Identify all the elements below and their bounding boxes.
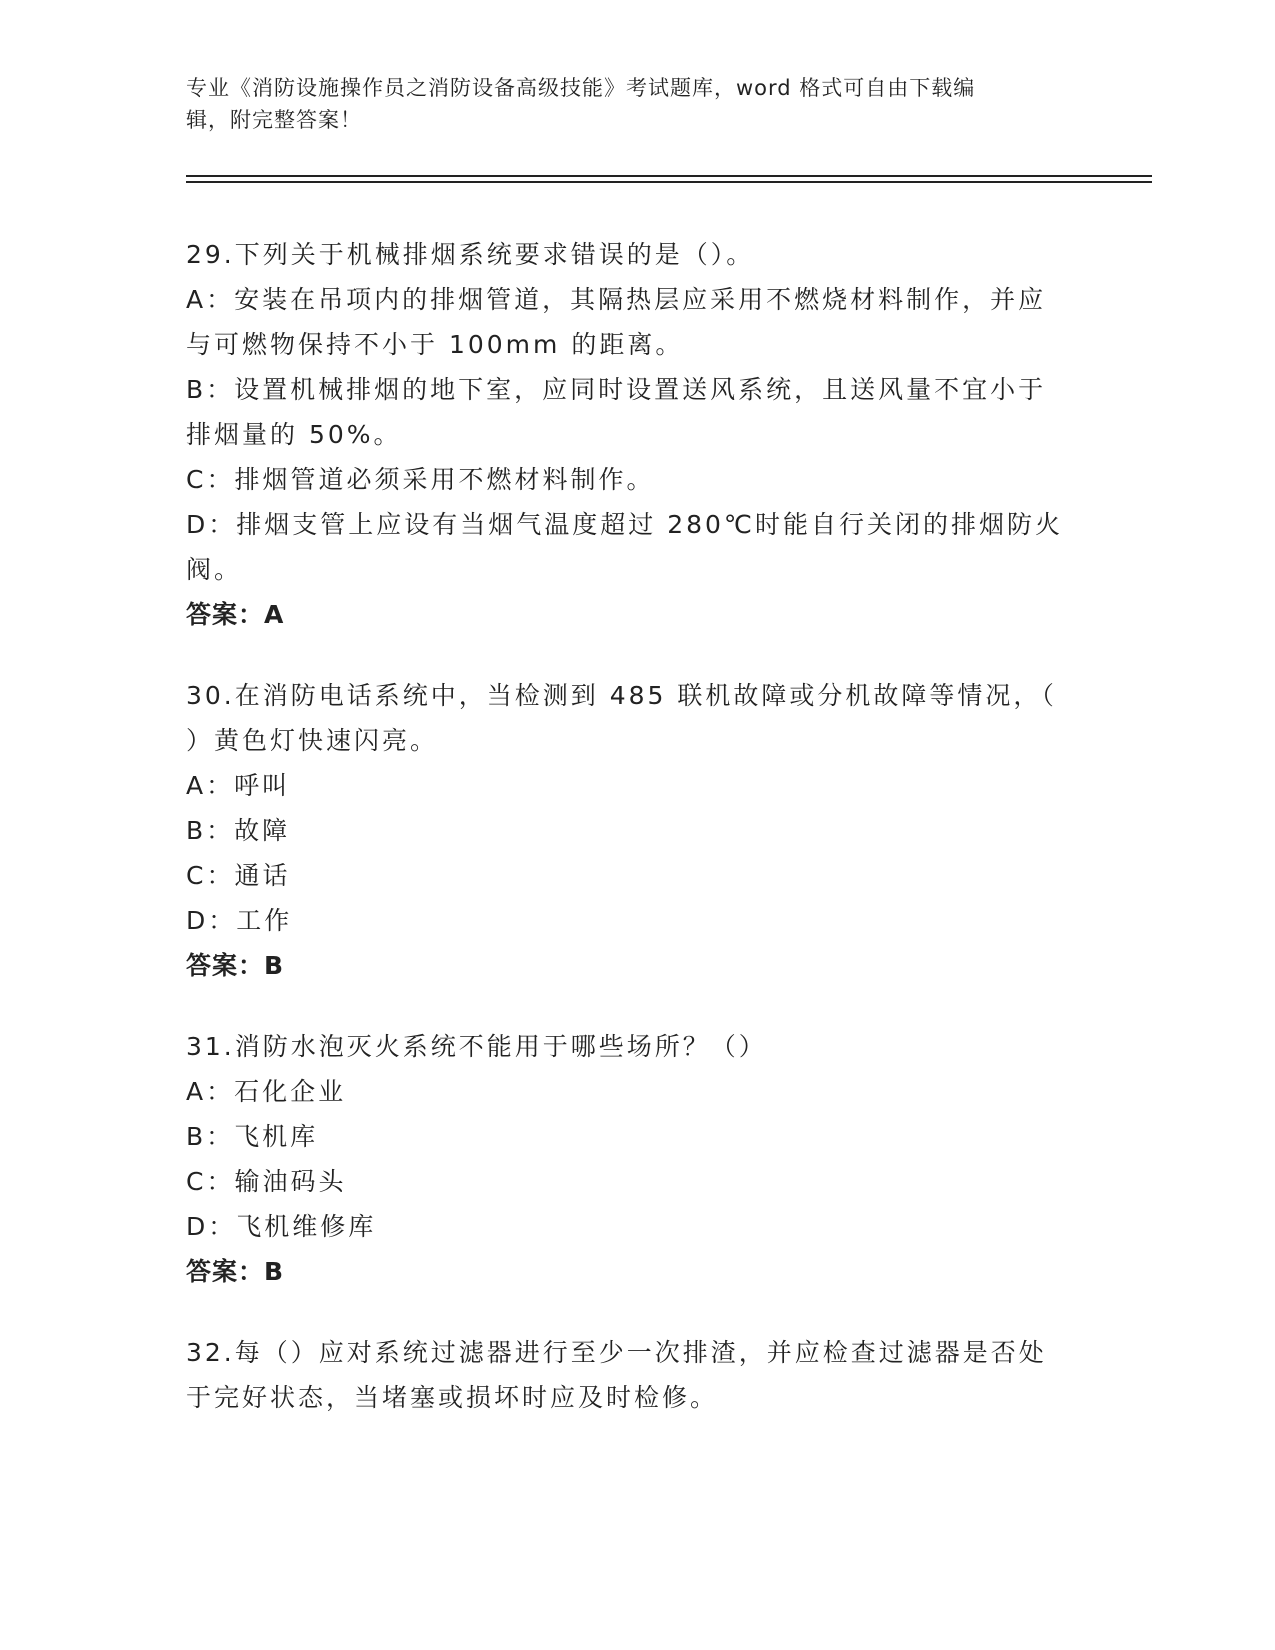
question-block <box>186 232 1086 637</box>
answer-option: D：排烟支管上应设有当烟气温度超过 280℃时能自行关闭的排烟防火 <box>186 510 1063 539</box>
question-block <box>186 1330 1086 1420</box>
question-stem: 30.在消防电话系统中，当检测到 485 联机故障或分机故障等情况，（ <box>186 681 1057 710</box>
answer-key: 答案：B <box>186 951 285 980</box>
answer-option: A：安装在吊项内的排烟管道，其隔热层应采用不燃烧材料制作，并应 <box>186 285 1047 314</box>
answer-key: 答案：B <box>186 1257 285 1286</box>
question-stem: ）黄色灯快速闪亮。 <box>186 726 439 755</box>
header-divider-top <box>186 175 1152 177</box>
question-list <box>186 232 1086 1456</box>
question-stem: 31.消防水泡灭火系统不能用于哪些场所？（） <box>186 1032 767 1061</box>
answer-option: B：设置机械排烟的地下室，应同时设置送风系统，且送风量不宜小于 <box>186 375 1047 404</box>
answer-option: 阀。 <box>186 555 243 584</box>
answer-option: A：石化企业 <box>186 1077 347 1106</box>
question-block <box>186 1024 1086 1294</box>
question-stem: 29.下列关于机械排烟系统要求错误的是（）。 <box>186 240 755 269</box>
question-stem: 于完好状态，当堵塞或损坏时应及时检修。 <box>186 1383 719 1412</box>
answer-option: 排烟量的 50%。 <box>186 420 402 449</box>
answer-option: D：工作 <box>186 906 293 935</box>
document-header <box>186 72 1066 136</box>
answer-option: C：通话 <box>186 861 291 890</box>
header-line-1: 专业《消防设施操作员之消防设备高级技能》考试题库，word 格式可自由下载编 <box>186 76 976 100</box>
answer-option: C：输油码头 <box>186 1167 347 1196</box>
answer-option: B：飞机库 <box>186 1122 319 1151</box>
answer-key: 答案：A <box>186 600 285 629</box>
header-divider-bottom <box>186 181 1152 183</box>
answer-option: B：故障 <box>186 816 291 845</box>
question-stem: 32.每（）应对系统过滤器进行至少一次排渣，并应检查过滤器是否处 <box>186 1338 1047 1367</box>
question-block <box>186 673 1086 988</box>
header-line-2: 辑，附完整答案！ <box>186 108 362 132</box>
answer-option: C：排烟管道必须采用不燃材料制作。 <box>186 465 655 494</box>
answer-option: A：呼叫 <box>186 771 291 800</box>
answer-option: D：飞机维修库 <box>186 1212 377 1241</box>
answer-option: 与可燃物保持不小于 100mm 的距离。 <box>186 330 684 359</box>
